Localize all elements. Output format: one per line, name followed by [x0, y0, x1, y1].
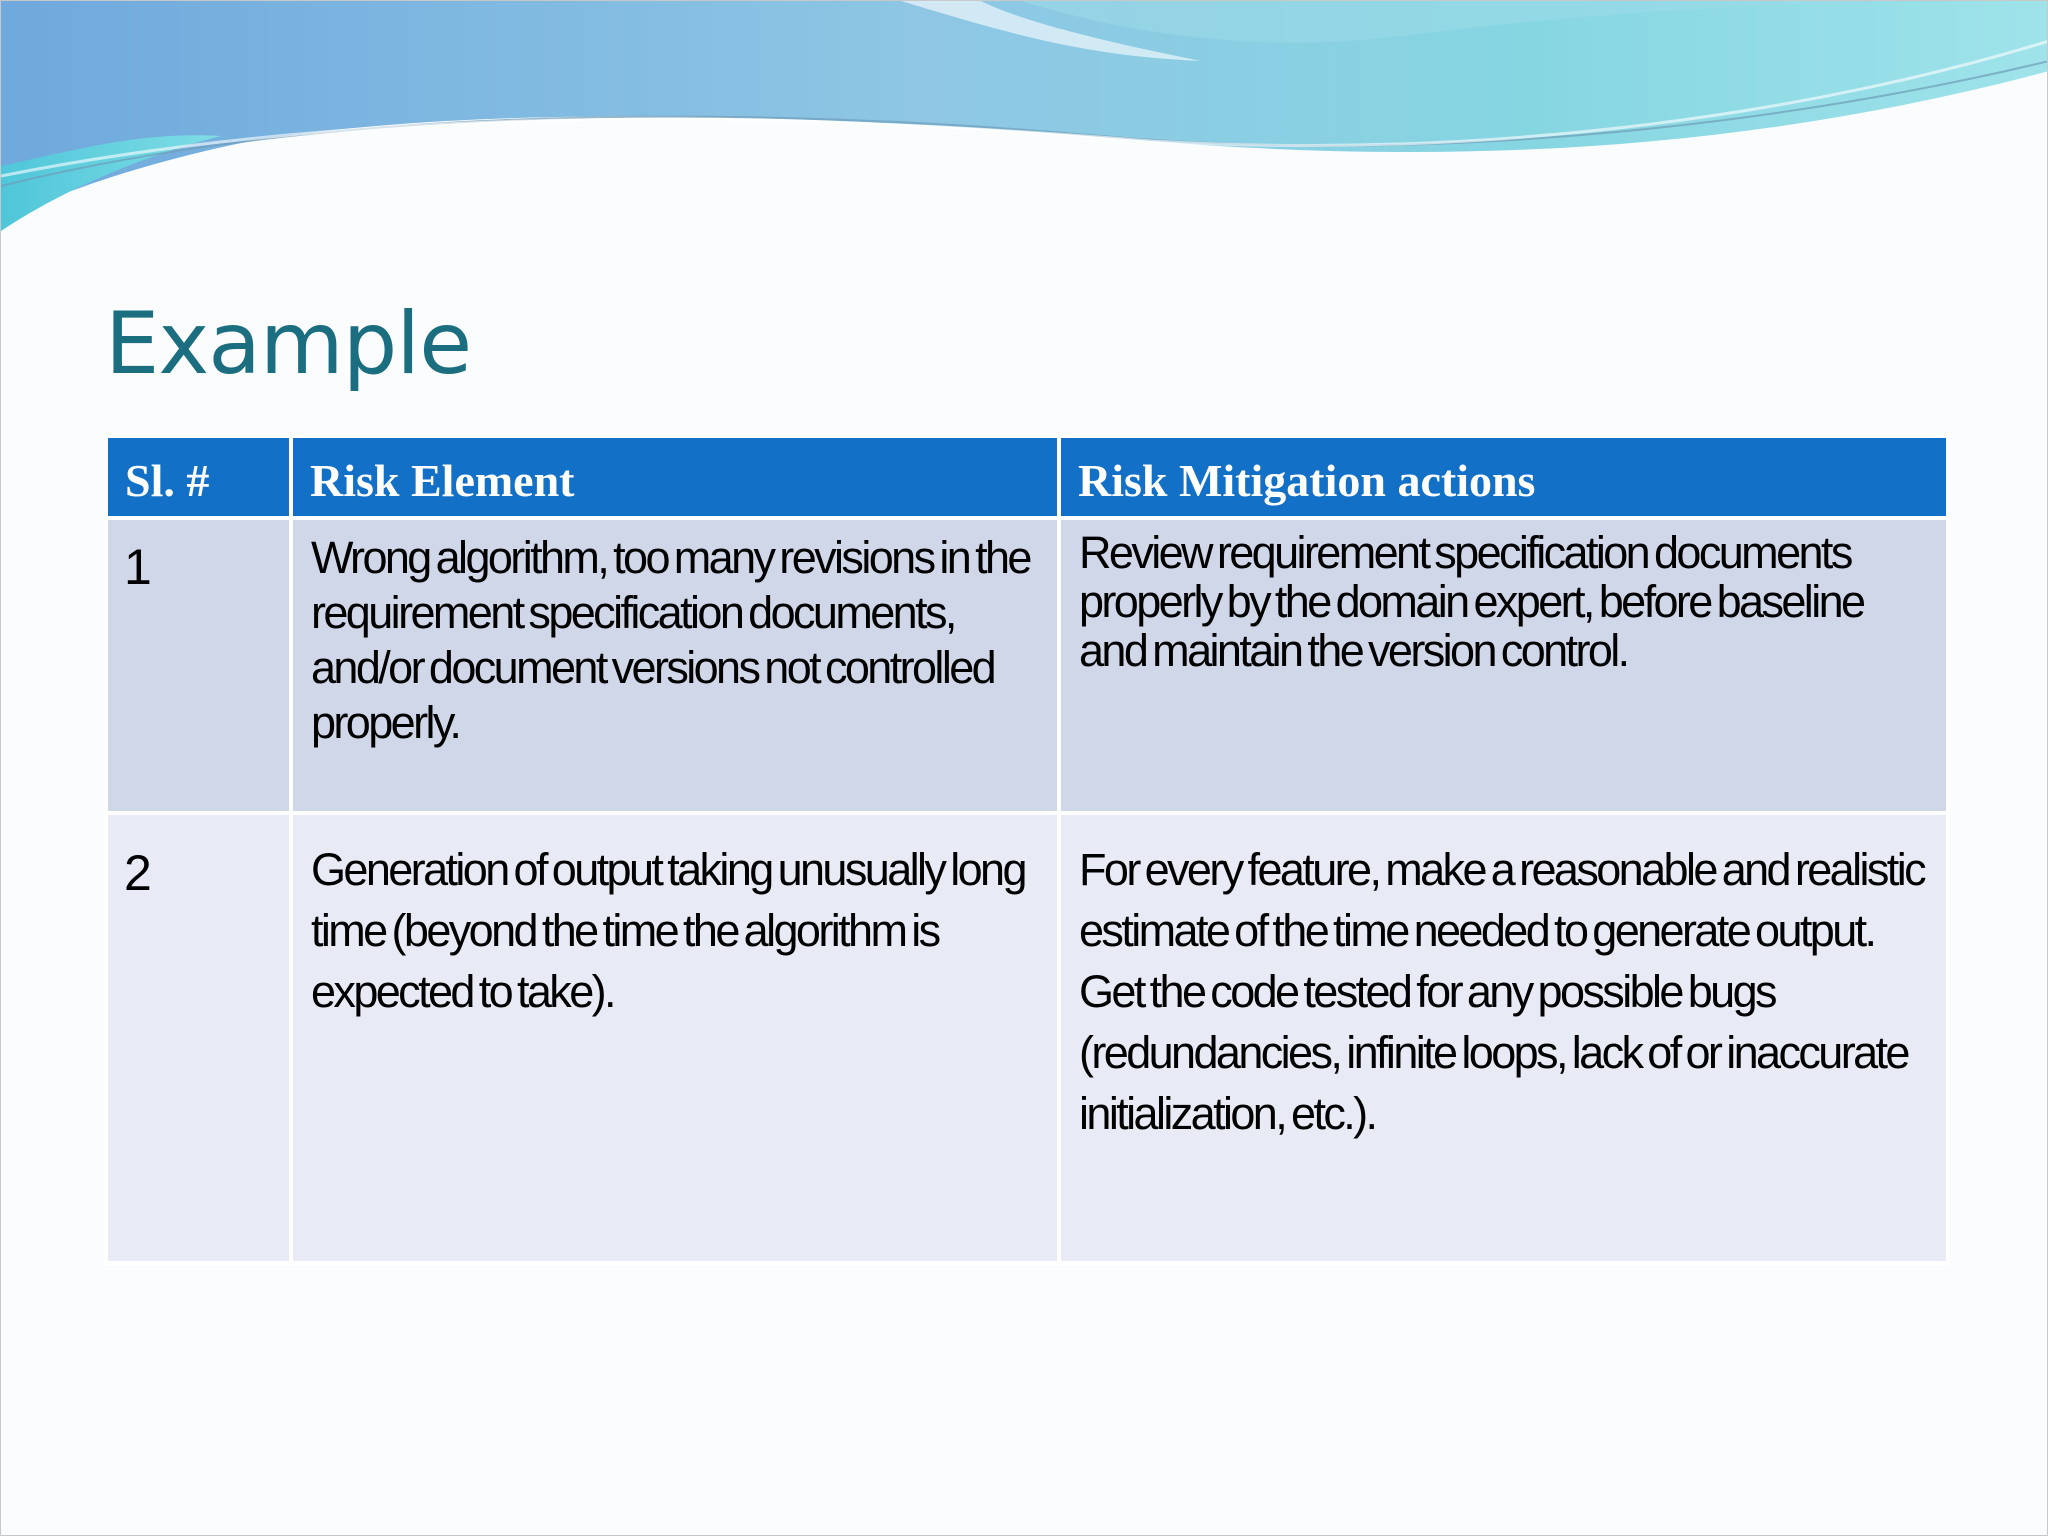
header-wave-decoration	[1, 1, 2048, 261]
risk-table	[104, 434, 1950, 1265]
header-serial-number: Sl. #	[106, 436, 291, 518]
table-header-row	[106, 436, 1948, 518]
row-number: 2	[106, 813, 291, 1263]
risk-element-cell: Generation of output taking unusually long time (beyond the time the algorithm is expected to take).	[291, 813, 1059, 1263]
table-row	[106, 813, 1948, 1263]
slide-title: Example	[105, 294, 472, 394]
risk-mitigation-cell: For every feature, make a reasonable and realistic estimate of the time needed to generate output. Get the code tested for any possible bugs (redundancies, infinite loops, lack of or inaccurate initialization, etc.).	[1059, 813, 1948, 1263]
risk-mitigation-cell: Review requirement specification documents properly by the domain expert, before baseline and maintain the version control.	[1059, 518, 1948, 813]
risk-element-cell: Wrong algorithm, too many revisions in the requirement specification documents, and/or document versions not controlled properly.	[291, 518, 1059, 813]
header-risk-mitigation: Risk Mitigation actions	[1059, 436, 1948, 518]
table-row	[106, 518, 1948, 813]
row-number: 1	[106, 518, 291, 813]
header-risk-element: Risk Element	[291, 436, 1059, 518]
